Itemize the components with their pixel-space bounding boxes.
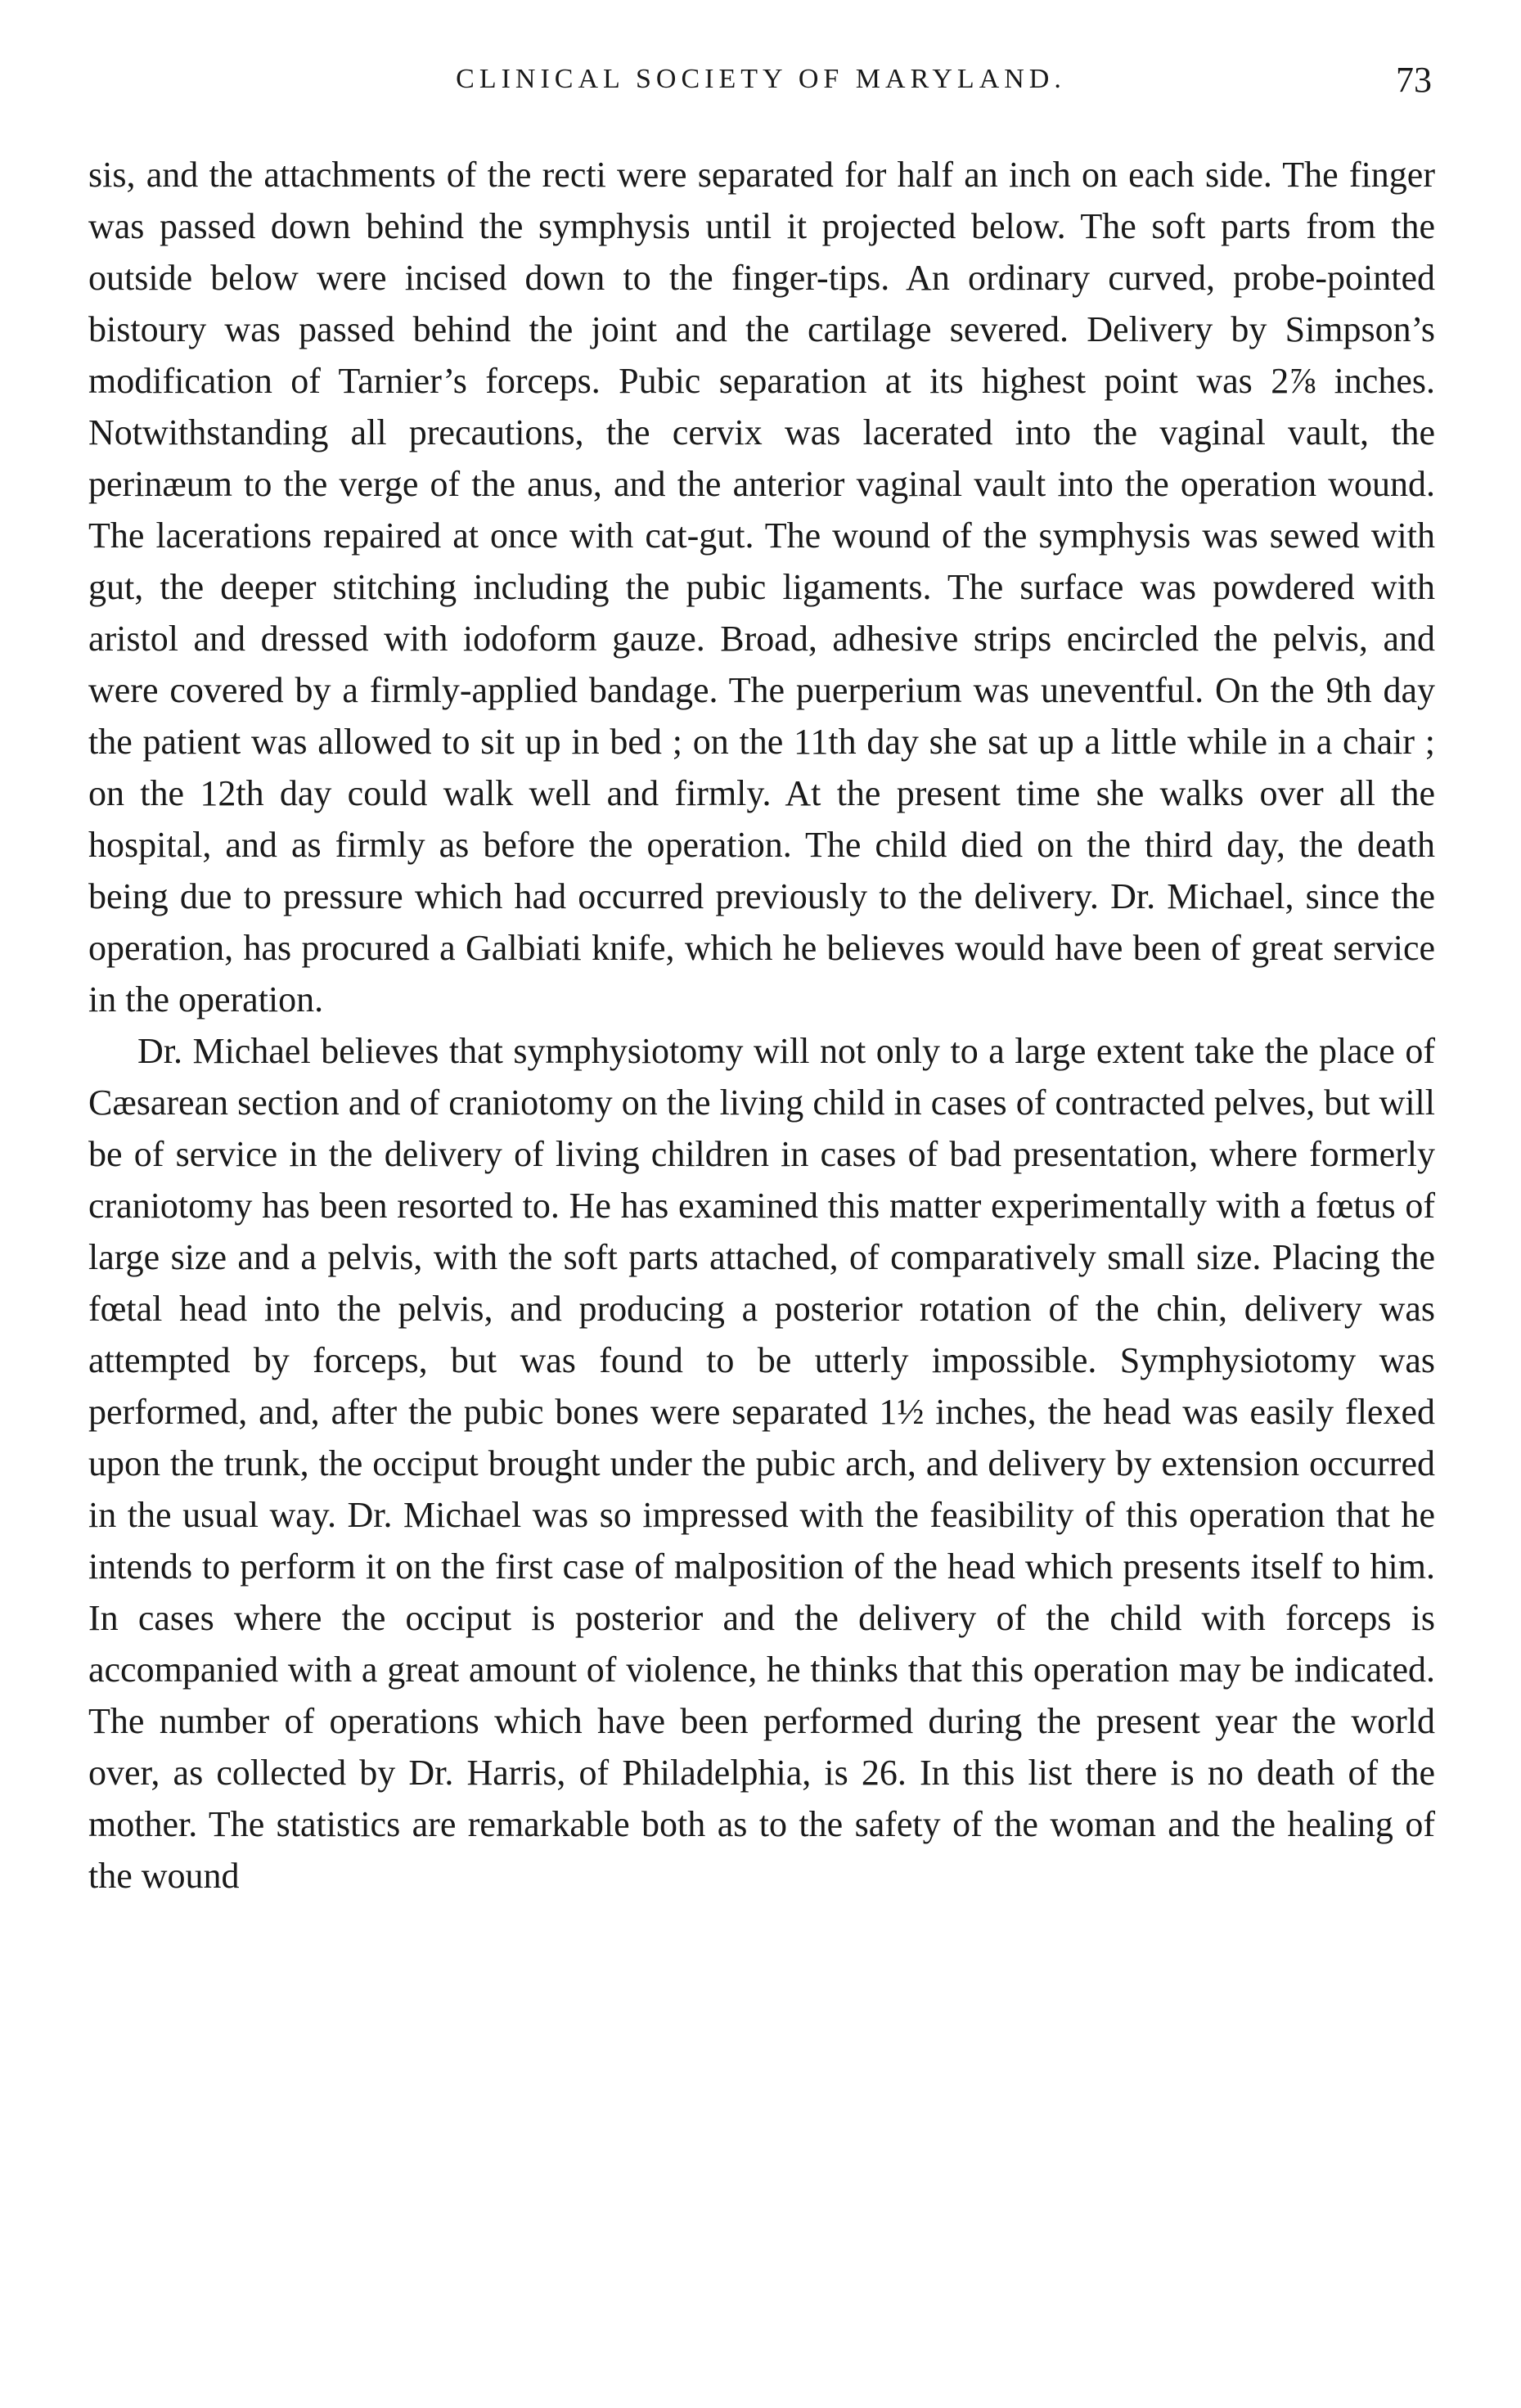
running-title: CLINICAL SOCIETY OF MARYLAND. <box>456 64 1066 94</box>
paragraph-continuation: sis, and the attachments of the recti were separated for half an inch on each side. The finger was passed down behind the symphysis until it projected below. The soft parts from the outside below were incised down to the finger-tips. An ordinary curved, probe-pointed bistoury was passed behind the joint and the cartilage severed. Delivery by Simpson’s modification of Tarnier’s forceps. Pubic separation at its highest point was 2⅞ inches. Notwithstanding all precautions, the cervix was lacerated into the vaginal vault, the perinæum to the verge of the anus, and the anterior vaginal vault into the operation wound. The lacerations repaired at once with cat-gut. The wound of the symphysis was sewed with gut, the deeper stitching including the pubic ligaments. The surface was powdered with aristol and dressed with iodoform gauze. Broad, adhesive strips encircled the pelvis, and were covered by a firmly-applied bandage. The puerperium was uneventful. On the 9th day the patient was allowed to sit up in bed ; on the 11th day she sat up a little while in a chair ; on the 12th day could walk well and firmly. At the present time she walks over all the hospital, and as firmly as before the operation. The child died on the third day, the death being due to pressure which had occurred previously to the delivery. Dr. Michael, since the operation, has procured a Galbiati knife, which he believes would have been of great service in the operation. <box>88 155 1435 1019</box>
page-number: 73 <box>1396 60 1432 100</box>
running-head <box>90 59 1432 108</box>
body-text <box>88 149 1435 1902</box>
paragraph-michael-believes: Dr. Michael believes that symphysiotomy will not only to a large extent take the place of Cæsarean section and of craniotomy on the living child in cases of contracted pelves, but will be of service in the delivery of living children in cases of bad presentation, where formerly craniotomy has been resorted to. He has examined this matter experimentally with a fœtus of large size and a pelvis, with the soft parts attached, of comparatively small size. Placing the fœtal head into the pelvis, and producing a posterior rotation of the chin, delivery was attempted by forceps, but was found to be utterly impossible. Symphysiotomy was performed, and, after the pubic bones were separated 1½ inches, the head was easily flexed upon the trunk, the occiput brought under the pubic arch, and delivery by extension occurred in the usual way. Dr. Michael was so impressed with the feasibility of this operation that he intends to perform it on the first case of malposition of the head which presents itself to him. In cases where the occiput is posterior and the delivery of the child with forceps is accompanied with a great amount of violence, he thinks that this operation may be indicated. The number of operations which have been performed during the present year the world over, as collected by Dr. Harris, of Philadelphia, is 26. In this list there is no death of the mother. The statistics are remarkable both as to the safety of the woman and the healing of the wound <box>88 1031 1435 1896</box>
